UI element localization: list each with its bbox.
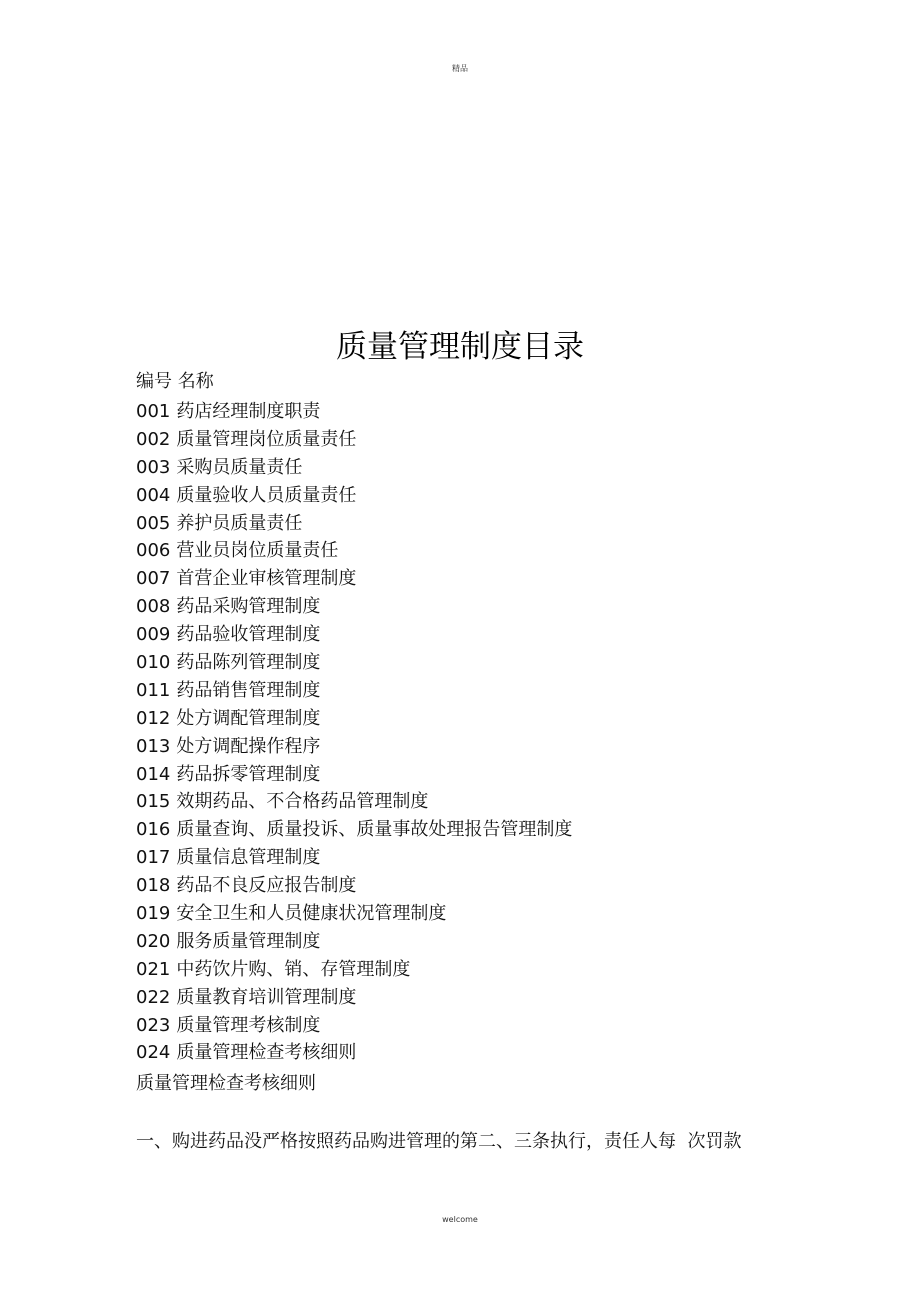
toc-item-number: 015 <box>136 791 171 813</box>
toc-item <box>136 621 572 649</box>
toc-item <box>136 426 572 454</box>
toc-item-name: 安全卫生和人员健康状况管理制度 <box>176 903 447 925</box>
toc-item-name: 首营企业审核管理制度 <box>176 568 357 590</box>
toc-item-number: 016 <box>136 819 171 841</box>
toc-item-number: 014 <box>136 763 171 785</box>
toc-item-name: 药品拆零管理制度 <box>176 763 321 785</box>
toc-header <box>136 370 214 394</box>
toc-item-name: 药店经理制度职责 <box>176 401 321 422</box>
toc-item <box>136 593 572 621</box>
toc-header-name-label: 名称 <box>177 371 214 392</box>
toc-item-name: 质量教育培训管理制度 <box>176 986 357 1008</box>
toc-item-name: 药品验收管理制度 <box>176 624 321 646</box>
toc-item-name: 质量管理岗位质量责任 <box>176 428 357 450</box>
toc-item <box>136 677 572 705</box>
toc-item-name: 服务质量管理制度 <box>176 930 321 952</box>
toc-item-number: 008 <box>136 596 171 618</box>
toc-item <box>136 537 572 565</box>
toc-item <box>136 454 572 482</box>
toc-item-name: 效期药品、不合格药品管理制度 <box>176 791 429 813</box>
toc-item <box>136 761 572 789</box>
toc-item-number: 011 <box>136 679 171 701</box>
toc-item-name: 处方调配管理制度 <box>176 707 321 729</box>
toc-item <box>136 649 572 677</box>
toc-item <box>136 565 572 593</box>
toc-item-name: 药品不良反应报告制度 <box>176 875 357 897</box>
section-heading: 质量管理检查考核细则 <box>136 1073 316 1094</box>
toc-item <box>136 510 572 538</box>
toc-item-number: 009 <box>136 624 171 646</box>
toc-item-number: 004 <box>136 484 171 506</box>
toc-item-number: 007 <box>136 568 171 590</box>
toc-item-number: 012 <box>136 707 171 729</box>
toc-item-name: 质量信息管理制度 <box>176 847 321 869</box>
toc-item <box>136 984 572 1012</box>
toc-item-name: 中药饮片购、销、存管理制度 <box>176 958 411 980</box>
toc-item-number: 006 <box>136 540 171 562</box>
toc-item-name: 质量管理检查考核细则 <box>176 1042 357 1064</box>
toc-item <box>136 705 572 733</box>
toc-item-number: 005 <box>136 512 171 534</box>
toc-item-number: 023 <box>136 1014 171 1036</box>
toc-item-number: 013 <box>136 735 171 757</box>
toc-item <box>136 1012 572 1040</box>
page-header: 精品 <box>452 64 468 73</box>
toc-item-number: 003 <box>136 456 171 478</box>
toc-item-number: 002 <box>136 428 171 450</box>
toc-item-number: 001 <box>136 401 171 422</box>
toc-item <box>136 872 572 900</box>
toc-item <box>136 398 572 426</box>
toc-item <box>136 900 572 928</box>
page-footer: welcome <box>442 1215 478 1224</box>
toc-item-name: 药品销售管理制度 <box>176 679 321 701</box>
toc-item-number: 017 <box>136 847 171 869</box>
toc-item-number: 024 <box>136 1042 171 1064</box>
toc-item <box>136 844 572 872</box>
toc-item-name: 营业员岗位质量责任 <box>176 540 339 562</box>
toc-item <box>136 928 572 956</box>
toc-item-number: 010 <box>136 652 171 674</box>
toc-item-name: 养护员质量责任 <box>176 512 303 534</box>
toc-item-name: 质量查询、质量投诉、质量事故处理报告管理制度 <box>176 819 573 841</box>
toc-header-number-label: 编号 <box>136 371 172 392</box>
toc-item-name: 质量验收人员质量责任 <box>176 484 357 506</box>
toc-item <box>136 733 572 761</box>
toc-item-name: 质量管理考核制度 <box>176 1014 321 1036</box>
toc-item-number: 021 <box>136 958 171 980</box>
toc-item-name: 处方调配操作程序 <box>176 735 321 757</box>
toc-list <box>136 398 572 1067</box>
toc-item-number: 019 <box>136 903 171 925</box>
toc-item <box>136 816 572 844</box>
toc-item-name: 采购员质量责任 <box>176 456 303 478</box>
toc-item <box>136 956 572 984</box>
toc-item <box>136 1039 572 1067</box>
document-title: 质量管理制度目录 <box>336 329 584 365</box>
toc-item-number: 018 <box>136 875 171 897</box>
paragraph-text: 一、购进药品没严格按照药品购进管理的第二、三条执行，责任人每 次罚款 <box>136 1131 742 1152</box>
toc-item-number: 022 <box>136 986 171 1008</box>
toc-item <box>136 482 572 510</box>
toc-item-name: 药品采购管理制度 <box>176 596 321 618</box>
toc-item-name: 药品陈列管理制度 <box>176 652 321 674</box>
toc-item-number: 020 <box>136 930 171 952</box>
toc-item <box>136 788 572 816</box>
